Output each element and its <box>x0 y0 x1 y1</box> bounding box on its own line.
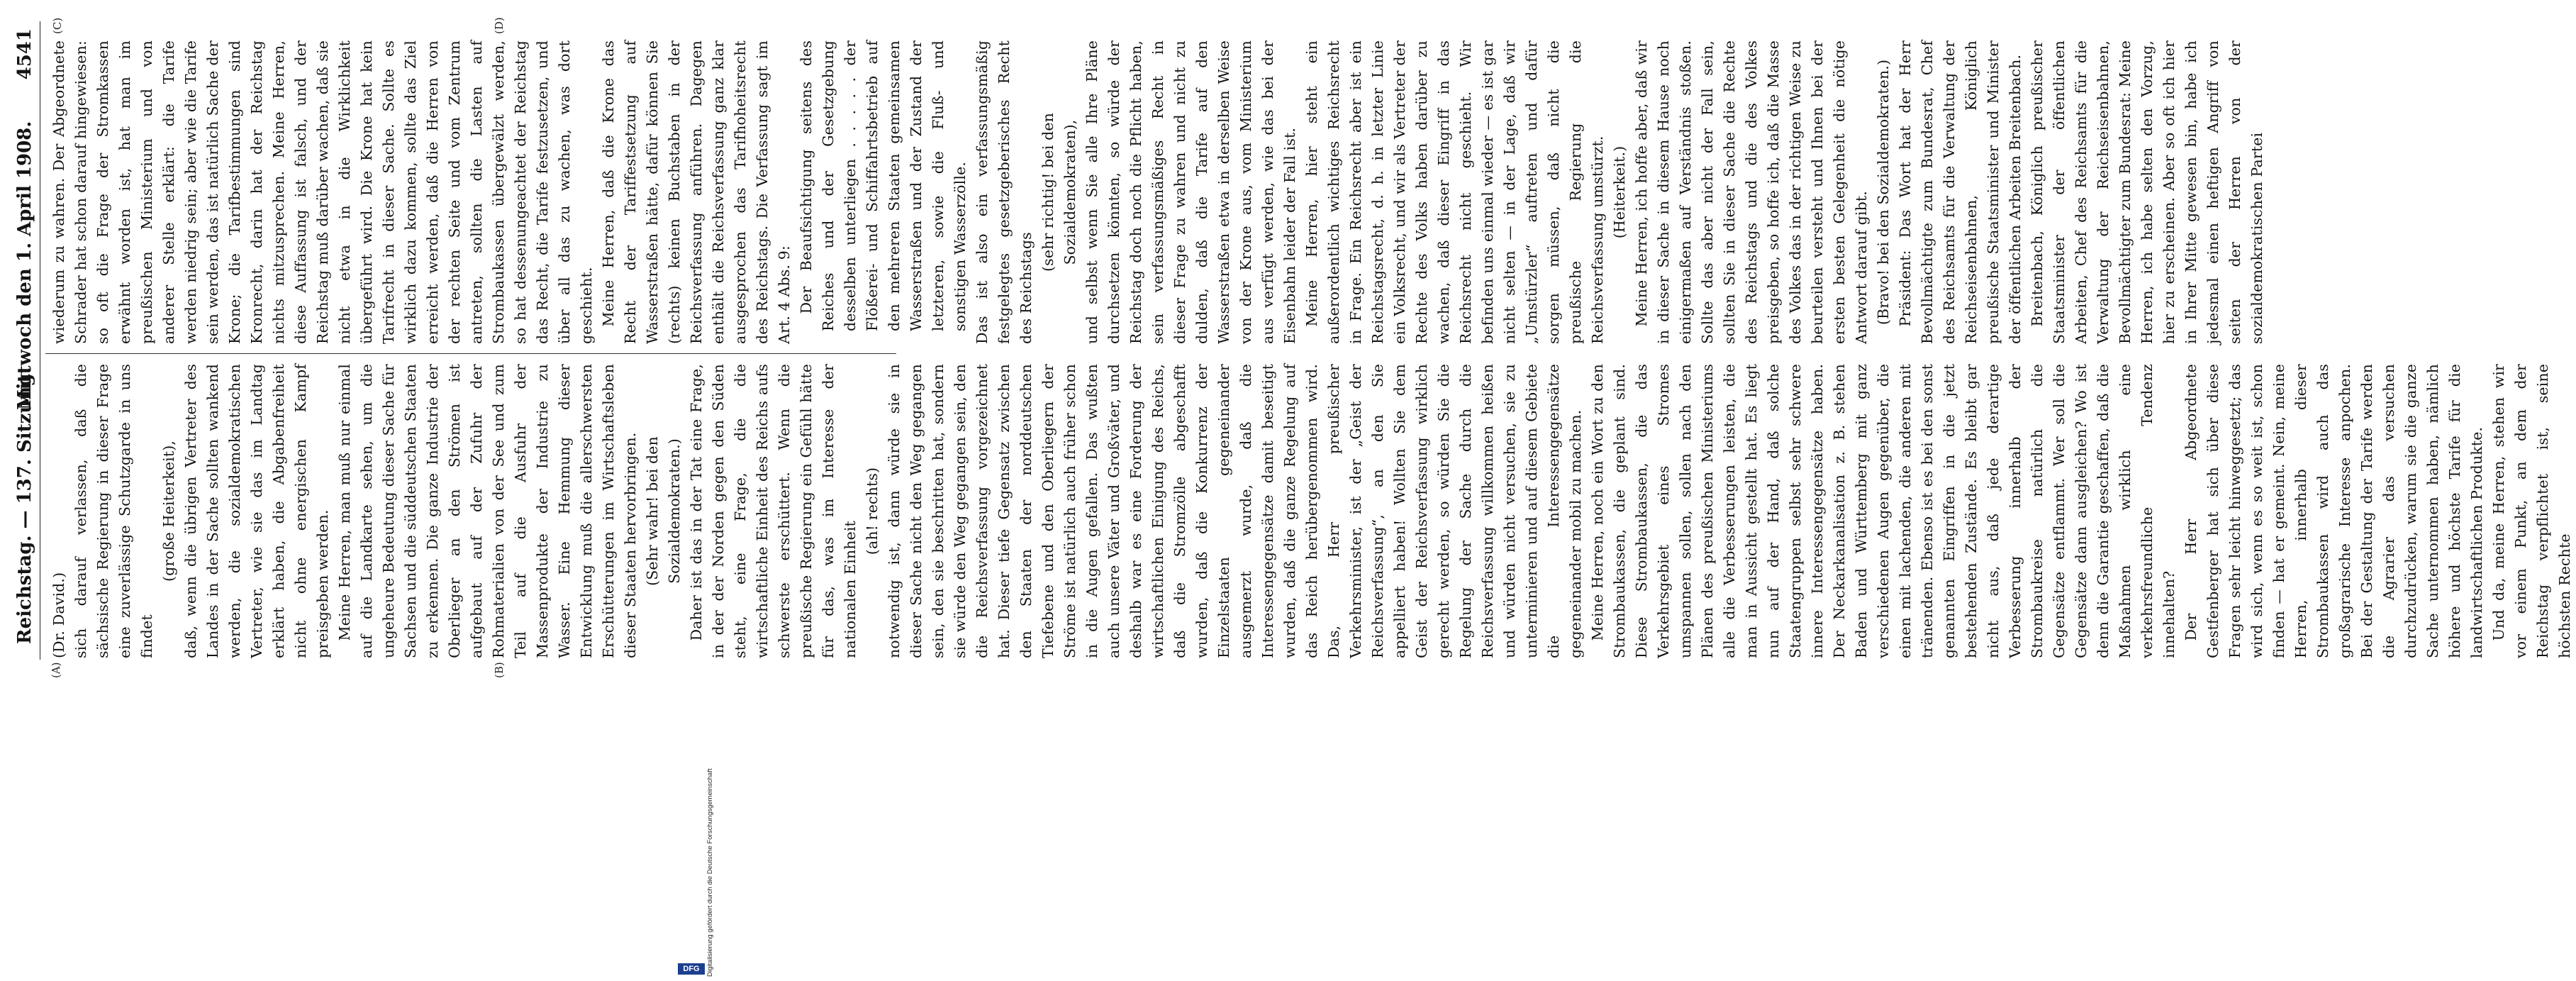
dfg-logo: DFG <box>678 963 705 975</box>
right-column <box>48 40 2265 344</box>
margin-marker-c: (C) <box>51 17 64 34</box>
header-date: Mittwoch den 1. April 1908. <box>14 121 35 410</box>
paragraph: Daher ist das in der Tat eine Frage, in der der Norden gegen den Süden steht, eine Frage, die die wirtschaftliche Einheit des Reichs aufs schwerste erschüttert. Wenn die preußische Regierung ein Gefühl hätte für das, was im Interesse der nationalen Einheit <box>688 364 859 658</box>
header-session: Reichstag. — 137. Sitzung. <box>14 367 35 644</box>
left-column <box>48 364 2573 658</box>
paragraph: Der Herr Abgeordnete Gestfenberger hat sich über diese Fragen sehr leicht hinweggesetzt; das wird sich, wenn es so weit ist, schon finden — hat er gemeint. Nein, meine Herren, innerhalb dieser Strombaukassen wird auch das großagrarische Interesse anpochen. Bei der Gestaltung der Tarife werden die Agrarier das versuchen durchzudrücken, warum sie die ganze Sache unternommen haben, nämlich höhere und höchste Tarife für die landwirtschaftlichen Produkte. <box>2182 364 2485 658</box>
interjection: (große Heiterkeit), <box>160 440 177 582</box>
paragraph: Meine Herren, noch ein Wort zu den Strombaukassen, die geplant sind. Diese Strombaukassen, die das Verkehrsgebiet eines Stromes umspannen sollen, sollen nach den Plänen des preußischen Ministeriums alle die Verbesserungen leisten, die man in Aussicht gestellt hat. Es liegt nun auf der Hand, daß solche Staatengruppen selbst sehr schwere innere Interessengegensätze haben. Der Neckarkanalisation z. B. stehen Baden und Württemberg mit ganz verschiedenen Augen gegenüber, die einen mit lachenden, die anderen mit tränenden. Ebenso ist es bei den sonst genannten Eingriffen in die jetzt bestehenden Zustände. Es bleibt gar nicht aus, daß jede derartige Verbesserung innerhalb der Strombaukreise natürlich die Gegensätze entflammt. Wer soll die Gegensätze dann ausgleichen? Wo ist denn die Garantie geschaffen, daß die Maßnahmen wirklich eine verkehrsfreundliche Tendenz innehalten? <box>1589 364 2178 658</box>
paragraph: notwendig ist, dann würde sie in dieser Sache nicht den Weg gegangen sein, den sie beschritten hat, sondern sie würde den Weg gegangen sein, den die Reichsverfassung vorgezeichnet hat. Dieser tiefe Gegensatz zwischen den Staaten der norddeutschen Tiefebene und den Oberliegern der Ströme ist natürlich auch früher schon in die Augen gefallen. Das wußten auch unsere Väter und Großväter, und deshalb war es eine Forderung der wirtschaftlichen Einigung des Reichs, daß die Stromzölle abgeschafft wurden, daß die Konkurrenz der Einzelstaaten gegeneinander ausgemerzt wurde, daß die Interessengegensätze damit beseitigt wurden, daß die ganze Regelung auf das Reich herübergenommen wird. Das, Herr preußischer Verkehrsminister, ist der „Geist der Reichsverfassung“, an den Sie appelliert haben! Wollten Sie dem Geist der Reichsverfassung wirklich gerecht werden, so würden Sie die Regelung der Sache durch die Reichsverfassung willkommen heißen und würden nicht versuchen, sie zu unterminieren und auf diesem Gebiete die Interessengegensätze gegeneinander mobil zu machen. <box>886 364 1584 658</box>
interjection: (ah! rechts) <box>864 467 881 555</box>
paragraph: Meine Herren, man muß nur einmal auf die Landkarte sehen, um die ungeheure Bedeutung dieser Sache für Sachsen und die süddeutschen Staaten zu erkennen. Die ganze Industrie der Oberlieger an den Strömen ist aufgebaut auf der Zufuhr der Rohmaterialien von der See und zum Teil auf die Ausfuhr der Massenprodukte der Industrie zu Wasser. Eine Hemmung dieser Entwicklung muß die allerschwersten Erschütterungen im Wirtschaftsleben dieser Staaten hervorbringen. <box>336 364 639 658</box>
paragraph: Meine Herren, daß die Krone das Recht der Tariffestsetzung auf Wasserstraßen hätte, dafür können Sie (rechts) keinen Buchstaben in der Reichsverfassung anführen. Dagegen enthält die Reichsverfassung ganz klar ausgesprochen das Tarifhoheitsrecht des Reichstags. Die Verfassung sagt im Art. 4 Abs. 9: <box>600 40 793 344</box>
paragraph: und selbst wenn Sie alle Ihre Pläne durchsetzen könnten, so würde der Reichstag doch noch die Pflicht haben, sein verfassungsmäßiges Recht in dieser Frage zu wahren und nicht zu dulden, daß die Tarife auf den Wasserstraßen etwa in derselben Weise von der Krone aus, vom Ministerium aus verfügt werden, wie das bei der Eisenbahn leider der Fall ist. <box>1083 40 1298 344</box>
margin-marker-b: (B) <box>493 662 506 678</box>
page-header <box>11 21 40 660</box>
digitization-credit <box>699 4 714 981</box>
interjection: (Heiterkeit.) <box>1611 145 1628 239</box>
paragraph: Das ist also ein verfassungsmäßig festgelegtes gesetzgeberisches Recht des Reichstags <box>974 40 1035 344</box>
column-divider <box>45 353 896 354</box>
interjection: (sehr richtig! bei den Sozialdemokraten), <box>1039 113 1078 272</box>
credit-text: Digitalisierung gefördert durch die Deutsche Forschungsgemeinschaft <box>706 768 714 977</box>
speaker-reference: (Dr. David.) <box>50 572 67 658</box>
header-page-number: 4541 <box>14 28 35 80</box>
president-statement: Präsident: Das Wort hat der Herr Bevollmächtigte zum Bundesrat, Chef des Reichsamts für die Verwaltung der Reichseisenbahnen, Königlich preußische Staatsminister und Minister der öffentlichen Arbeiten Breitenbach. <box>1897 40 2024 344</box>
minister-statement: Breitenbach, Königlich preußischer Staatsminister der öffentlichen Arbeiten, Chef des Reichsamts für die Verwaltung der Reichseisenbahnen, Bevollmächtigter zum Bundesrat: Meine Herren, ich habe selten den Vorzug, hier zu erscheinen. Aber so oft ich hier in Ihrer Mitte gewesen bin, habe ich jedesmal einen heftigen Angriff von seiten der Herren von der sozialdemokratischen Partei <box>2029 40 2265 344</box>
paragraph: sich darauf verlassen, daß die sächsische Regierung in dieser Frage eine zuverlässige Schutzgarde in uns findet <box>72 364 155 658</box>
margin-marker-a: (A) <box>50 662 62 678</box>
paragraph: Und da, meine Herren, stehen wir vor einem Punkt, an dem der Reichstag verpflichtet ist, seine höchsten Rechte <box>2490 364 2573 658</box>
paragraph: wiederum zu wahren. Der Abgeordnete Schrader hat schon darauf hingewiesen: so oft die Frage der Stromkassen erwähnt worden ist, hat man im preußischen Ministerium und von anderer Stelle erklärt: die Tarife werden niedrig sein; aber wie die Tarife sein werden, das ist natürlich Sache der Krone; die Tarifbestimmungen sind Kronrecht, darin hat der Reichstag nichts mitzusprechen. Meine Herren, diese Auffassung ist falsch, und der Reichstag muß darüber wachen, daß sie nicht etwa in die Wirklichkeit übergeführt wird. Die Krone hat kein Tarifrecht in dieser Sache. Sollte es wirklich dazu kommen, sollte das Ziel erreicht werden, daß die Herren von der rechten Seite und vom Zentrum antreten, sollten die Lasten auf Strombaukassen übergewälzt werden, so hat dessenungeachtet der Reichstag das Recht, die Tarife festzusetzen, und über all das zu wachen, was dort geschieht. <box>50 40 595 344</box>
quoted-article: Der Beaufsichtigung seitens des Reiches und der Gesetzgebung desselben unterliegen . . . . . der Flößerei- und Schiffahrtsbetrieb auf den mehreren Staaten gemeinsamen Wasserstraßen und der Zustand der letzteren, sowie die Fluß- und sonstigen Wasserzölle. <box>798 40 969 331</box>
interjection: (Bravo! bei den Sozialdemokraten.) <box>1875 59 1892 326</box>
margin-marker-d: (D) <box>493 17 506 34</box>
paragraph: Meine Herren, ich hoffe aber, daß wir in dieser Sache in diesem Hause noch einigermaßen auf Verständnis stoßen. Sollte das aber nicht der Fall sein, sollten Sie in dieser Sache die Rechte des Reichstags und die des Volkes preisgeben, so hoffe ich, daß die Masse des Volkes das in der richtigen Weise zu beurteilen versteht und Ihnen bei der ersten besten Gelegenheit die nötige Antwort darauf gibt. <box>1633 40 1870 344</box>
paragraph: daß, wenn die übrigen Vertreter des Landes in der Sache sollten wankend werden, die sozialdemokratischen Vertreter, wie sie das im Landtag erklärt haben, die Abgabenfreiheit nicht ohne energischen Kampf preisgeben werden. <box>182 364 331 658</box>
paragraph: Meine Herren, hier steht ein außerordentlich wichtiges Reichsrecht in Frage. Ein Reichsrecht aber ist ein Reichstagsrecht, d. h. in letzter Linie ein Volksrecht, und wir als Vertreter der Rechte des Volks haben darüber zu wachen, daß dieser Eingriff in das Reichsrecht nicht geschieht. Wir befinden uns einmal wieder — es ist gar nicht selten — in der Lage, daß wir „Umstürzler“ auftreten und dafür sorgen müssen, daß nicht die preußische Regierung die Reichsverfassung umstürzt. <box>1303 40 1606 344</box>
interjection: (Sehr wahr! bei den Sozialdemokraten.) <box>644 436 683 586</box>
